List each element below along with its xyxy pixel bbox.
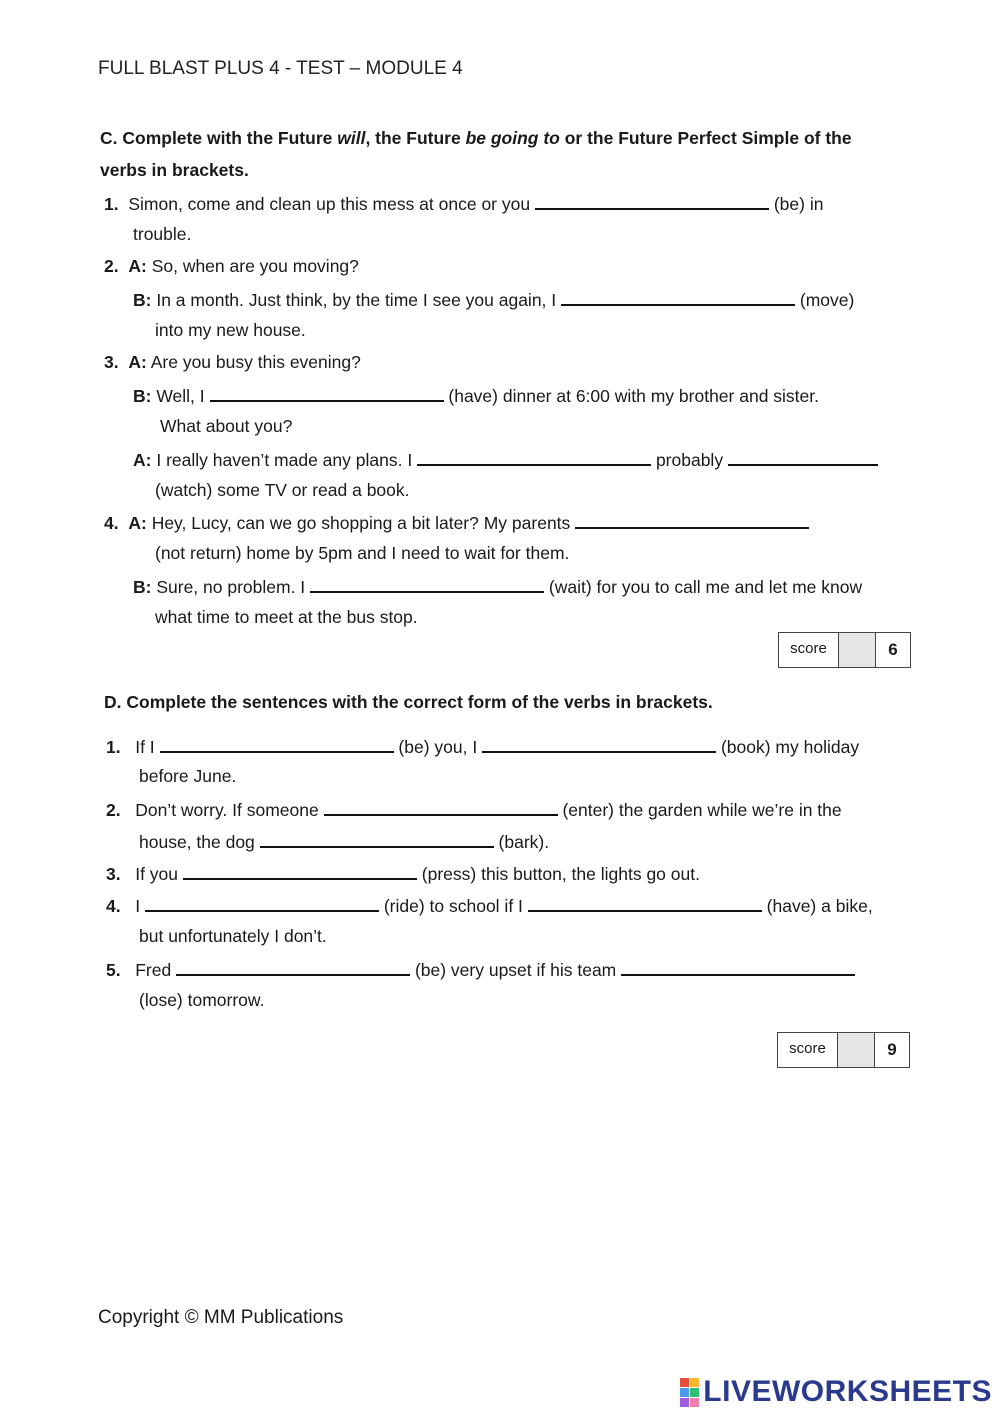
score-label: score <box>779 633 839 667</box>
logo-square <box>690 1388 699 1397</box>
score-box-d <box>777 1032 910 1068</box>
d-question-2-cont: house, the dog (bark). <box>139 832 550 852</box>
score-box-c <box>778 632 911 668</box>
answer-blank[interactable] <box>575 511 809 529</box>
logo-square <box>680 1378 689 1387</box>
answer-blank[interactable] <box>528 894 762 912</box>
answer-blank[interactable] <box>621 958 855 976</box>
answer-blank[interactable] <box>160 735 394 753</box>
logo-text: LIVEWORKSHEETS <box>703 1375 992 1408</box>
d-question-3: 3. If you (press) this button, the lights go out. <box>106 864 700 884</box>
c-question-2-a: 2. A: So, when are you moving? <box>104 256 359 276</box>
c-question-3-a: 3. A: Are you busy this evening? <box>104 352 361 372</box>
d-question-4-cont: but unfortunately I don’t. <box>139 926 327 946</box>
logo-square <box>680 1388 689 1397</box>
answer-blank[interactable] <box>176 958 410 976</box>
logo-square <box>690 1398 699 1407</box>
answer-blank[interactable] <box>183 862 417 880</box>
copyright: Copyright © MM Publications <box>98 1307 344 1328</box>
d-question-1: 1. If I (be) you, I (book) my holiday <box>106 737 860 757</box>
c-question-3-b: B: Well, I (have) dinner at 6:00 with my brother and sister. <box>133 386 819 406</box>
c-question-3-a2-cont: (watch) some TV or read a book. <box>155 480 410 500</box>
c-question-4-a: 4. A: Hey, Lucy, can we go shopping a bit later? My parents <box>104 511 809 534</box>
score-input[interactable] <box>839 633 876 667</box>
d-question-5-cont: (lose) tomorrow. <box>139 990 265 1010</box>
logo-square <box>680 1398 689 1407</box>
d-question-2: 2. Don’t worry. If someone (enter) the garden while we’re in the <box>106 800 842 820</box>
answer-blank[interactable] <box>482 735 716 753</box>
d-question-5: 5. Fred (be) very upset if his team <box>106 958 855 981</box>
answer-blank[interactable] <box>561 288 795 306</box>
section-c-title-cont: verbs in brackets. <box>100 160 249 180</box>
answer-blank[interactable] <box>535 192 769 210</box>
logo-mark-icon <box>680 1378 699 1407</box>
c-question-2-b-cont: into my new house. <box>155 320 306 340</box>
score-max: 6 <box>888 640 898 659</box>
c-question-1: 1. Simon, come and clean up this mess at once or you (be) in <box>104 194 824 214</box>
answer-blank[interactable] <box>260 830 494 848</box>
answer-blank[interactable] <box>145 894 379 912</box>
c-question-4-b: B: Sure, no problem. I (wait) for you to call me and let me know <box>133 577 863 597</box>
c-question-3-a2: A: I really haven’t made any plans. I probably <box>133 448 878 471</box>
score-input[interactable] <box>838 1033 875 1067</box>
answer-blank[interactable] <box>324 798 558 816</box>
answer-blank[interactable] <box>417 448 651 466</box>
answer-blank[interactable] <box>728 448 878 466</box>
d-question-4: 4. I (ride) to school if I (have) a bike, <box>106 896 873 916</box>
c-question-4-b-cont: what time to meet at the bus stop. <box>155 607 418 627</box>
c-question-2-b: B: In a month. Just think, by the time I see you again, I (move) <box>133 290 855 310</box>
c-question-4-a-cont: (not return) home by 5pm and I need to wait for them. <box>155 543 570 563</box>
d-question-1-cont: before June. <box>139 766 237 786</box>
score-max: 9 <box>887 1040 897 1059</box>
section-c-title: C. Complete with the Future will, the Future be going to or the Future Perfect Simple of the <box>100 128 852 148</box>
logo-square <box>690 1378 699 1387</box>
section-d-title: D. Complete the sentences with the correct form of the verbs in brackets. <box>104 692 713 712</box>
c-question-1-cont: trouble. <box>133 224 192 244</box>
c-question-3-b-cont: What about you? <box>160 416 293 436</box>
answer-blank[interactable] <box>210 384 444 402</box>
liveworksheets-logo <box>680 1375 992 1409</box>
score-label: score <box>778 1033 838 1067</box>
page-header: FULL BLAST PLUS 4 - TEST – MODULE 4 <box>98 58 463 79</box>
answer-blank[interactable] <box>310 575 544 593</box>
